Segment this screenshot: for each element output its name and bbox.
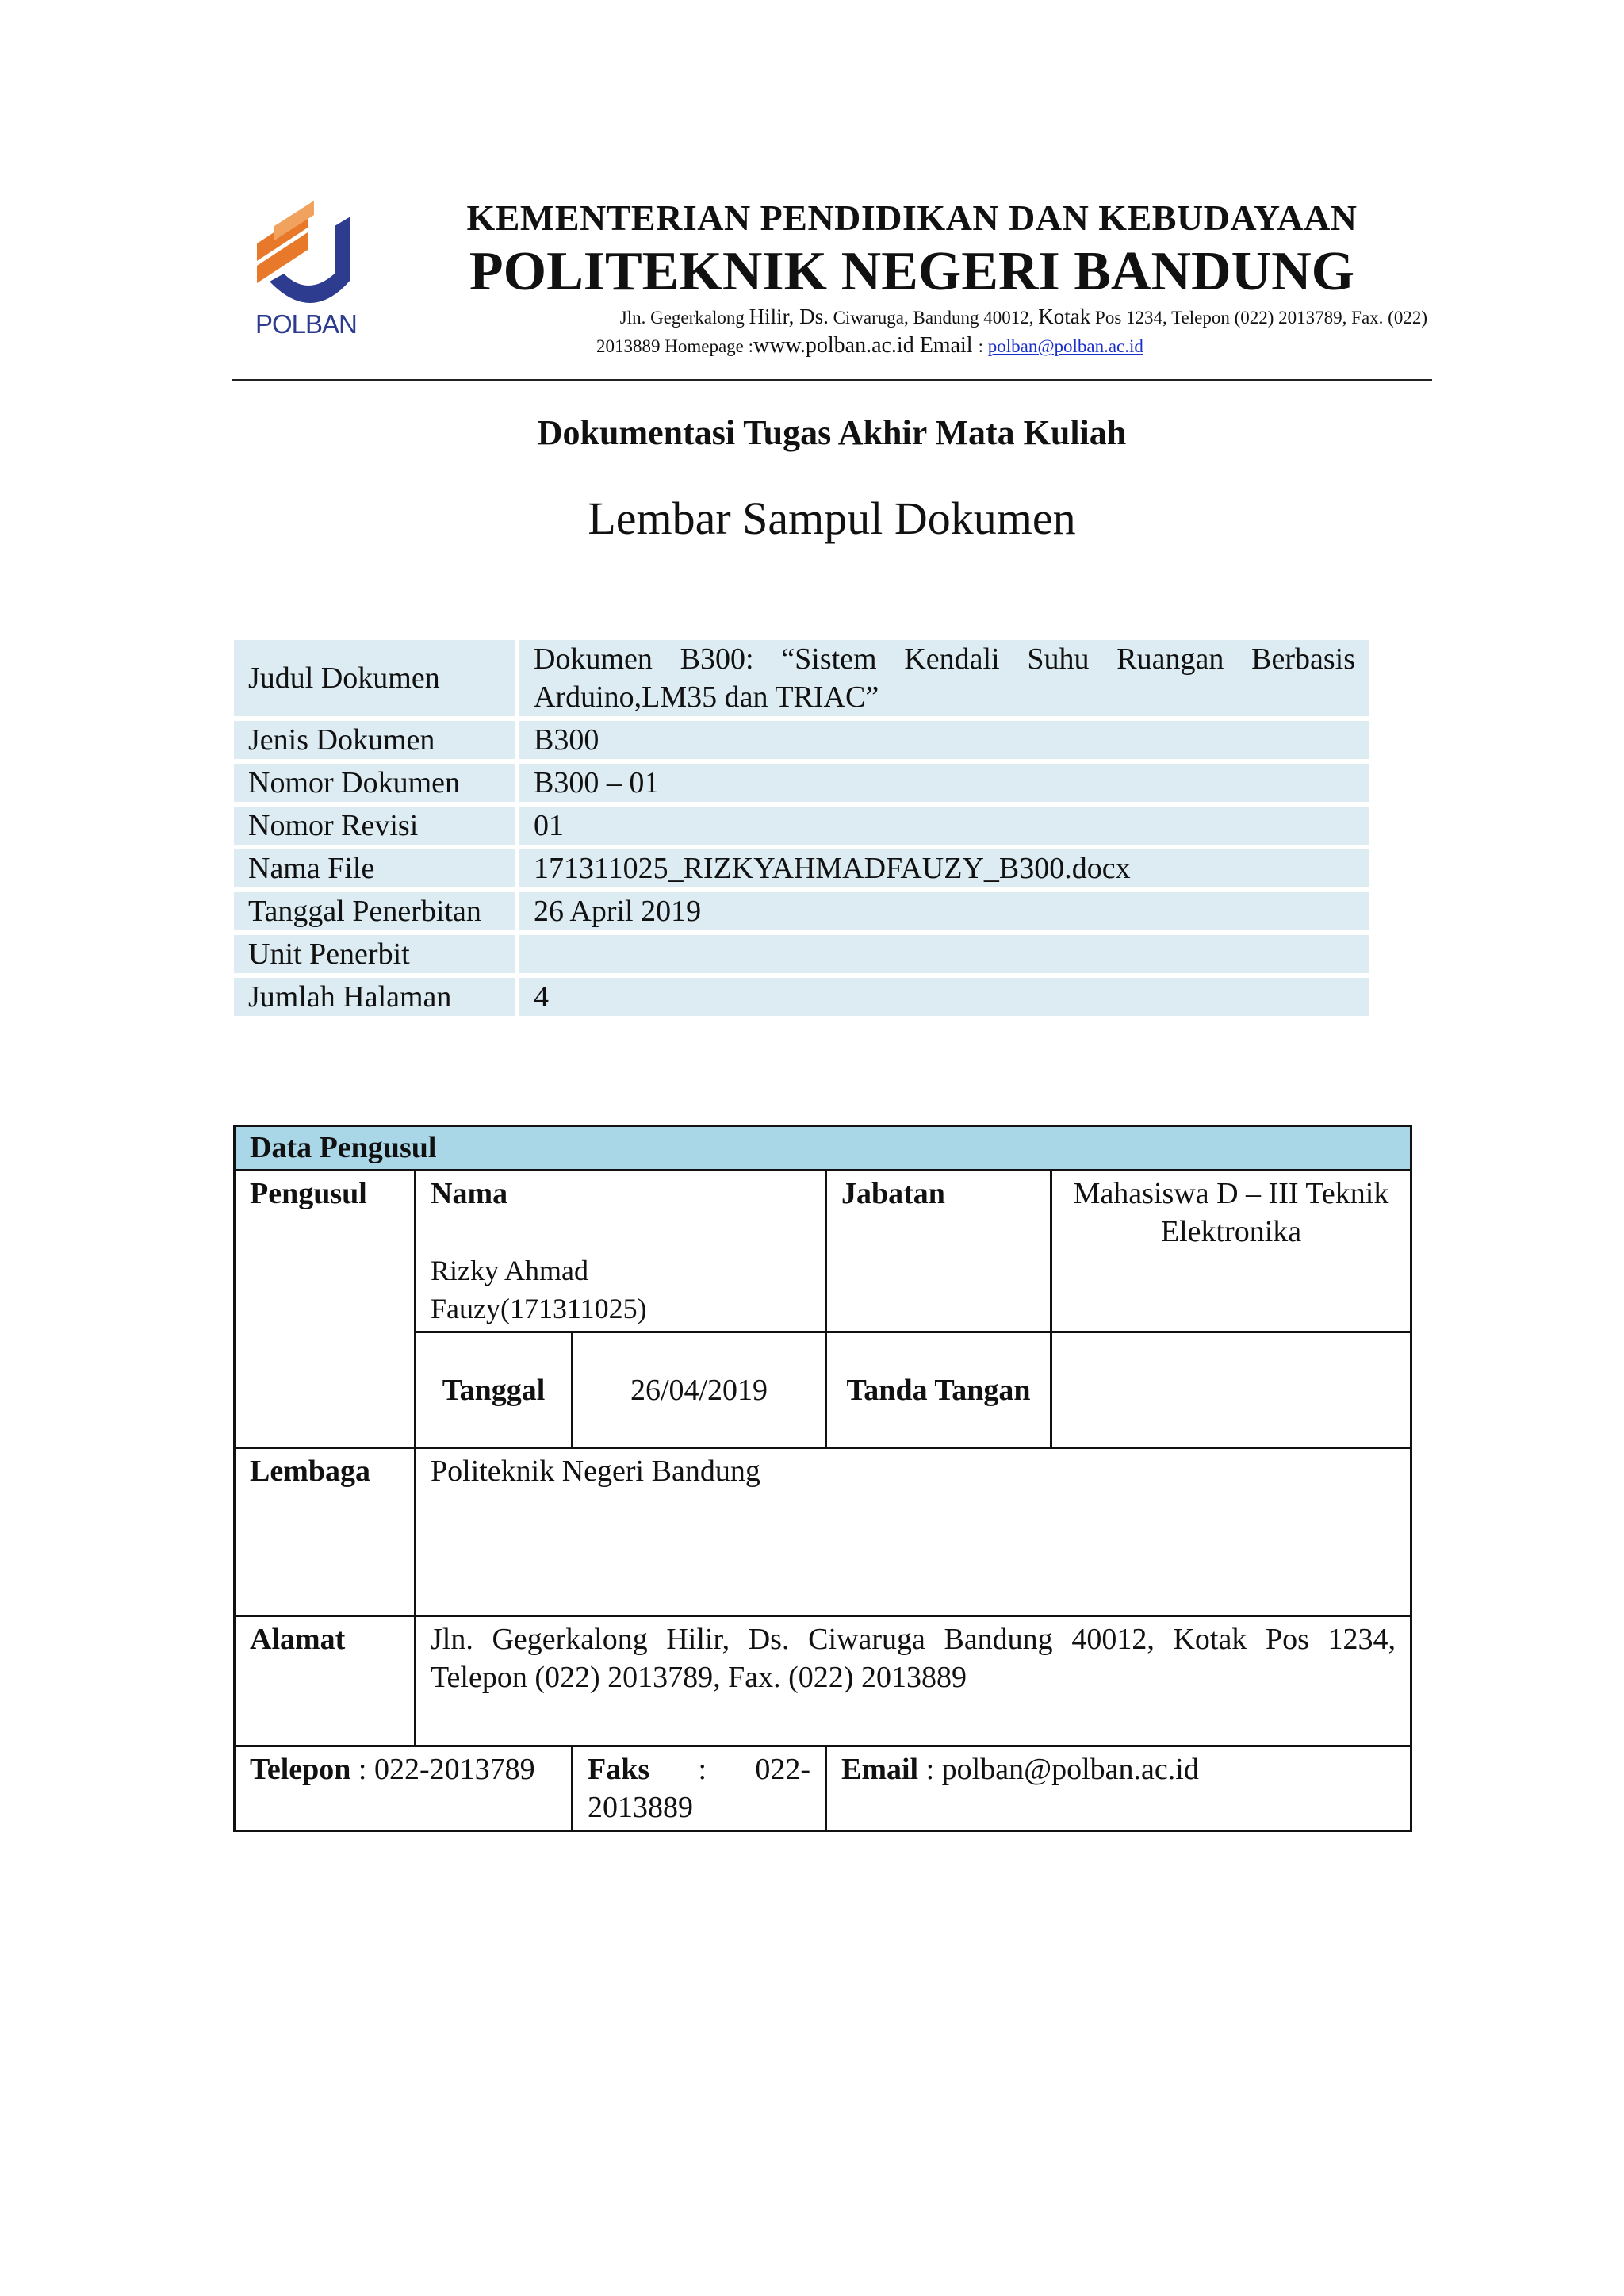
homepage-text: www.polban.ac.id Email [753,333,979,358]
telepon-cell [235,1746,573,1831]
logo-label: POLBAN [255,309,357,339]
info-value [519,935,1369,973]
table-row [235,1616,1411,1746]
table-row [235,1746,1411,1831]
address-part: Pos 1234, Telepon (022) 2013789, Fax. (022) [1090,308,1427,328]
pengusul-label: Pengusul [235,1171,416,1332]
table-row [235,1126,1411,1171]
info-value: 171311025_RIZKYAHMADFAUZY_B300.docx [519,849,1369,887]
info-label: Judul Dokumen [234,640,515,716]
info-label: Tanggal Penerbitan [234,892,515,930]
info-value: 4 [519,978,1369,1016]
table-row [234,640,1369,716]
info-label: Nama File [234,849,515,887]
address-line-2 [596,333,1389,358]
alamat-label: Alamat [235,1616,416,1746]
tanggal-value: 26/04/2019 [573,1332,826,1448]
pengusul-table [233,1125,1412,1832]
document-heading: Dokumentasi Tugas Akhir Mata Kuliah [537,413,1127,452]
ministry-title: KEMENTERIAN PENDIDIKAN DAN KEBUDAYAAN [466,197,1358,238]
address-part: Hilir, Ds. [749,305,829,328]
email-label: Email [841,1753,919,1786]
nama-label: Nama [416,1171,826,1248]
nama-value: Rizky Ahmad Fauzy(171311025) [416,1248,826,1332]
address-part: 2013889 Homepage : [596,336,754,356]
info-label: Nomor Dokumen [234,764,515,802]
alamat-value: Jln. Gegerkalong Hilir, Ds. Ciwaruga Bandung 40012, Kotak Pos 1234, Telepon (022) 2013789, Fax. (022) 2013889 [416,1616,1411,1746]
faks-label: Faks [588,1753,650,1786]
table-row [234,807,1369,845]
document-info-table [234,635,1369,1021]
table-row [234,935,1369,973]
address-part: Jln. Gegerkalong [619,308,749,328]
info-value: 26 April 2019 [519,892,1369,930]
lembaga-label: Lembaga [235,1448,416,1616]
table-row [235,1332,1411,1448]
info-value: B300 – 01 [519,764,1369,802]
email-link[interactable]: polban@polban.ac.id [987,336,1143,356]
info-label: Nomor Revisi [234,807,515,845]
document-subheading: Lembar Sampul Dokumen [588,493,1076,544]
polban-logo-mark [252,194,363,313]
info-value: Dokumen B300: “Sistem Kendali Suhu Ruangan Berbasis Arduino,LM35 dan TRIAC” [519,640,1369,716]
institution-title: POLITEKNIK NEGERI BANDUNG [469,241,1355,302]
pengusul-header: Data Pengusul [235,1126,1411,1171]
table-row [235,1448,1411,1616]
info-label: Unit Penerbit [234,935,515,973]
tanda-tangan-label: Tanda Tangan [826,1332,1051,1448]
email-cell [826,1746,1411,1831]
info-value: 01 [519,807,1369,845]
jabatan-label: Jabatan [826,1171,1051,1332]
table-row [234,849,1369,887]
telepon-value: : 022-2013789 [358,1753,535,1786]
jabatan-value: Mahasiswa D – III Teknik Elektronika [1051,1171,1411,1332]
address-part: : [978,336,988,356]
table-row [234,721,1369,759]
address-part: Kotak [1038,305,1091,328]
info-label: Jenis Dokumen [234,721,515,759]
telepon-label: Telepon [250,1753,351,1786]
lembaga-value: Politeknik Negeri Bandung [416,1448,1411,1616]
table-row [234,892,1369,930]
address-part: Ciwaruga, Bandung 40012, [828,308,1039,328]
signature-cell [1051,1332,1411,1448]
faks-cell [573,1746,826,1831]
letterhead-divider [232,379,1432,381]
table-row [234,978,1369,1016]
info-value: B300 [519,721,1369,759]
email-value: : polban@polban.ac.id [918,1753,1199,1786]
empty-cell [235,1332,416,1448]
info-label: Jumlah Halaman [234,978,515,1016]
table-row [234,764,1369,802]
tanggal-label: Tanggal [416,1332,573,1448]
table-row [235,1171,1411,1248]
faks-value: : 022-2013889 [588,1753,811,1824]
address-line-1 [444,305,1427,329]
